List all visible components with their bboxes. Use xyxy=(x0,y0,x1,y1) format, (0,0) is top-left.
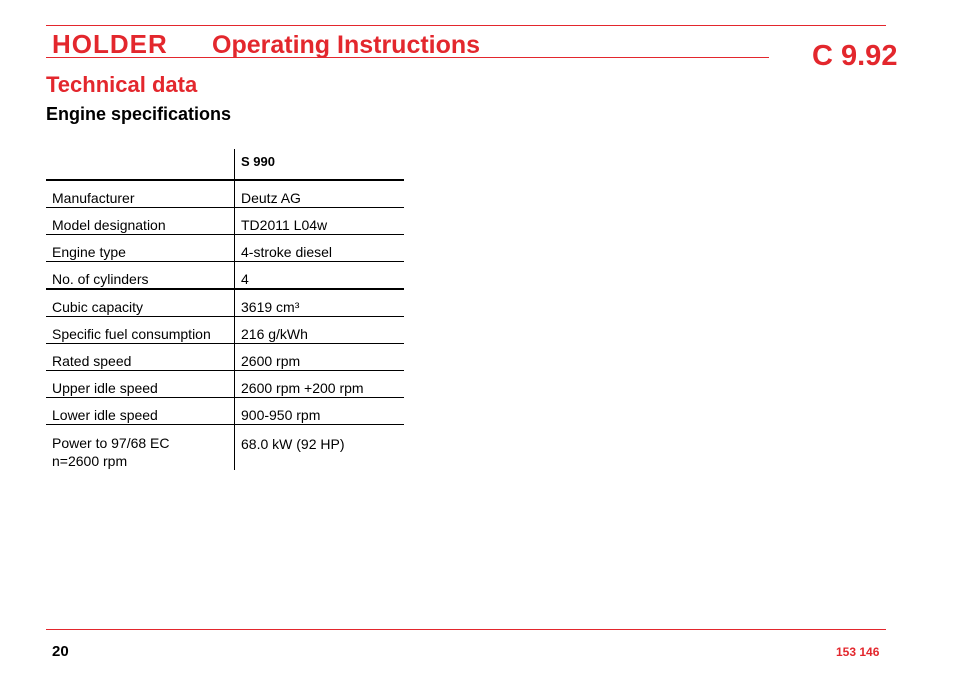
row-value: 2600 rpm +200 rpm xyxy=(235,371,405,398)
row-value: Deutz AG xyxy=(235,180,405,208)
table-row xyxy=(46,371,404,398)
row-value: 216 g/kWh xyxy=(235,317,405,344)
row-label-line2: n=2600 rpm xyxy=(52,453,128,469)
page-number: 20 xyxy=(52,643,69,660)
document-number: 153 146 xyxy=(836,645,880,659)
chapter-number: C 9.92 xyxy=(812,40,898,72)
row-label: Model designation xyxy=(46,208,235,235)
row-label: Upper idle speed xyxy=(46,371,235,398)
row-label: Lower idle speed xyxy=(46,398,235,425)
header-top-rule xyxy=(46,25,886,26)
table-header-empty-cell xyxy=(46,149,235,180)
row-label: Cubic capacity xyxy=(46,289,235,317)
row-value: 4-stroke diesel xyxy=(235,235,405,262)
table-row xyxy=(46,425,404,471)
table-column-header: S 990 xyxy=(235,149,405,180)
row-value: 68.0 kW (92 HP) xyxy=(241,436,345,452)
row-label: No. of cylinders xyxy=(46,262,235,290)
row-label: Engine type xyxy=(46,235,235,262)
table-row xyxy=(46,262,404,290)
row-value: 4 xyxy=(235,262,405,290)
row-value: 900-950 rpm xyxy=(235,398,405,425)
document-title: Operating Instructions xyxy=(212,31,481,59)
footer-rule xyxy=(46,629,886,630)
subsection-title: Engine specifications xyxy=(46,104,232,124)
row-value: 3619 cm³ xyxy=(235,289,405,317)
table-header-row xyxy=(46,149,404,180)
table-row xyxy=(46,289,404,317)
holder-logo: HOLDER xyxy=(52,29,168,59)
engine-spec-table xyxy=(46,149,404,470)
table-row xyxy=(46,235,404,262)
table-row xyxy=(46,180,404,208)
table-row xyxy=(46,208,404,235)
table-row xyxy=(46,398,404,425)
row-label: Rated speed xyxy=(46,344,235,371)
table-row xyxy=(46,344,404,371)
row-label: Manufacturer xyxy=(46,180,235,208)
row-label: Specific fuel consumption xyxy=(46,317,235,344)
row-value: TD2011 L04w xyxy=(235,208,405,235)
row-label-line1: Power to 97/68 EC xyxy=(52,435,170,451)
row-value: 2600 rpm xyxy=(235,344,405,371)
table-row xyxy=(46,317,404,344)
row-label xyxy=(46,425,235,471)
section-title: Technical data xyxy=(46,72,198,97)
